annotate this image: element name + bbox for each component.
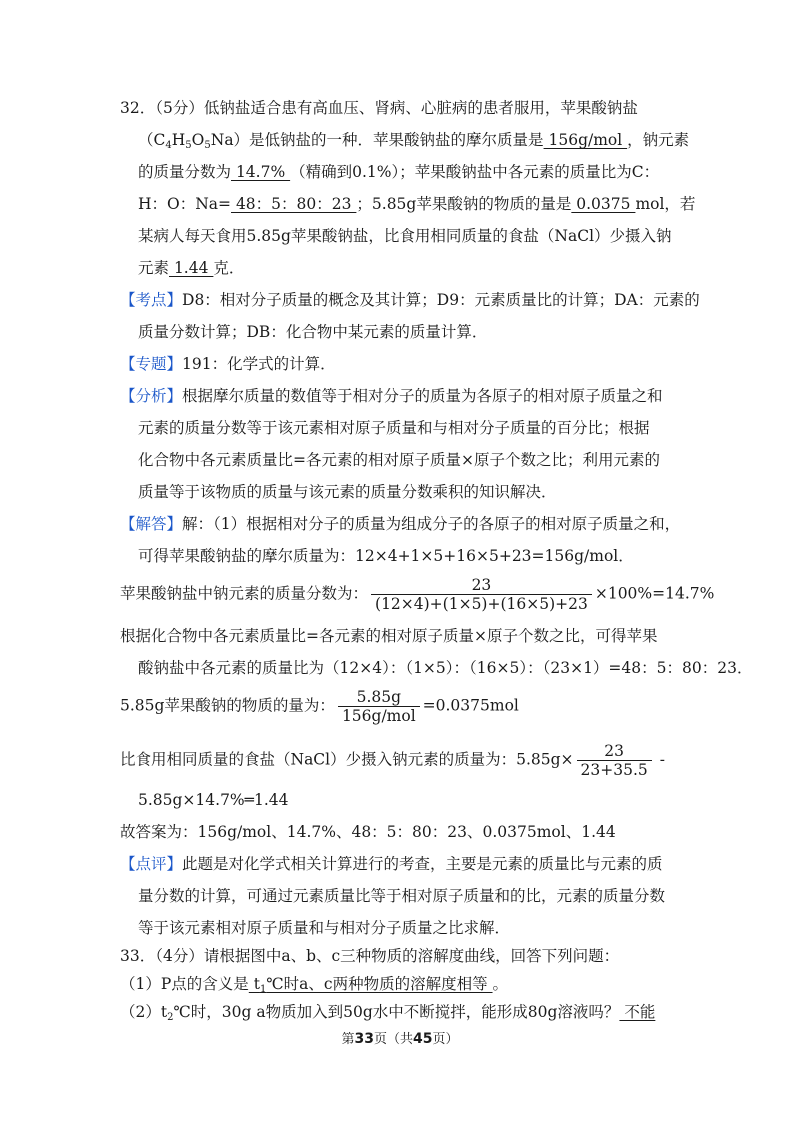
jieda-line-3: 苹果酸钠盐中钠元素的质量分数为： $\frac{23}{(12\times 4)+(1\times 5)+(16\times 5)+23}$ ×100%=14.7%	[120, 576, 715, 613]
answer-moles: 0.0375	[571, 195, 636, 213]
fenxi-line-2: 元素的质量分数等于该元素相对原子质量和与相对分子质量的百分比；根据	[138, 419, 650, 437]
kaodian-line-2: 质量分数计算；DB：化合物中某元素的质量计算．	[138, 323, 488, 341]
jieda-line-4: 根据化合物中各元素质量比=各元素的相对原子质量×原子个数之比，可得苹果	[120, 627, 658, 645]
q32-line-3: 的质量分数为 14.7% （精确到0.1%）；苹果酸钠盐中各元素的质量比为C：	[138, 163, 660, 181]
answer-molar-mass: 156g/mol	[543, 131, 628, 149]
q32-line-2: $(C_4H_5O_5Na)$是低钠盐的一种．苹果酸钠盐的摩尔质量是 156g/mol ，钠元素	[138, 131, 690, 151]
fenxi-line-1: 【分析】根据摩尔质量的数值等于相对分子的质量为各原子的相对原子质量之和	[120, 387, 663, 405]
jieda-line-1: 【解答】解：（1）根据相对分子的质量为组成分子的各原子的相对原子质量之和，	[120, 515, 681, 533]
page-total: 45	[413, 1031, 433, 1047]
answer-mass-fraction: 14.7%	[231, 163, 291, 181]
zhuanti-tag: 【专题】	[120, 355, 183, 373]
q32-line-5: 某病人每天食用5.85g苹果酸钠盐，比食用相同质量的食盐（NaCl）少摄入钠	[138, 227, 672, 245]
jieda-line-2: 可得苹果酸钠盐的摩尔质量为：12×4+1×5+16×5+23=156g/mol．	[138, 547, 634, 565]
jieda-line-9: 故答案为：156g/mol、14.7%、48：5：80：23、0.0375mol、1.44	[120, 823, 616, 841]
fraction-mass-fraction: $\frac{23}{(12\times 4)+(1\times 5)+(16\times 5)+23}$	[371, 576, 592, 613]
page-number: 33	[354, 1031, 374, 1047]
jieda-line-6: 5.85g苹果酸钠的物质的量为： $\frac{5.85g}{\text{156g/mol}}$ =0.0375mol	[120, 688, 519, 725]
kaodian-tag: 【考点】	[120, 291, 183, 309]
answer-mass-ratio: 48：5：80：23	[231, 195, 357, 213]
zhuanti-line: 【专题】191：化学式的计算．	[120, 355, 336, 373]
q33-line-1: 33．（4分）请根据图中a、b、c三种物质的溶解度曲线，回答下列问题：	[120, 947, 620, 965]
page-footer: 第33页（共45页）	[341, 1031, 459, 1047]
jieda-line-7: 比食用相同质量的食盐（NaCl）少摄入钠元素的质量为：5.85g× $\frac{23}{23+35.5}$ -	[120, 742, 665, 779]
jieda-tag: 【解答】	[120, 515, 183, 533]
q33-line-2: （1）P点的含义是 $t_1℃$时a、c两种物质的溶解度相等 。	[120, 975, 509, 995]
dianping-line-2: 量分数的计算，可通过元素质量比等于相对原子质量和的比，元素的质量分数	[138, 887, 666, 905]
answer-point-p: $t_1℃$时a、c两种物质的溶解度相等	[248, 975, 493, 995]
dianping-line-1: 【点评】此题是对化学式相关计算进行的考查，主要是元素的质量比与元素的质	[120, 855, 663, 873]
fraction-moles: $\frac{5.85g}{\text{156g/mol}}$	[338, 688, 420, 725]
kaodian-line-1: 【考点】D8：相对分子质量的概念及其计算；D9：元素质量比的计算；DA：元素的	[120, 291, 700, 309]
q33-line-3: $(2)t_2℃$时，30g a物质加入到50g水中不断搅拌，能形成80g溶液吗？ 不能	[120, 1003, 656, 1023]
fenxi-tag: 【分析】	[120, 387, 183, 405]
answer-sodium-grams: 1.44	[169, 259, 214, 277]
fenxi-line-4: 质量等于该物质的质量与该元素的质量分数乘积的知识解决．	[138, 483, 557, 501]
jieda-line-5: 酸钠盐中各元素的质量比为（12×4）：（1×5）：（16×5）：（23×1）=48：5：80：23．	[138, 659, 753, 677]
q32-line-6: 元素 1.44 克．	[138, 259, 245, 277]
q32-line-4: H：O：Na= 48：5：80：23 ；5.85g苹果酸钠的物质的量是 0.0375 mol，若	[138, 195, 696, 213]
fenxi-line-3: 化合物中各元素质量比=各元素的相对原子质量×原子个数之比；利用元素的	[138, 451, 660, 469]
dianping-tag: 【点评】	[120, 855, 183, 873]
jieda-line-8: 5.85g×14.7%═1.44	[138, 791, 289, 809]
fraction-sodium-ratio: $\frac{23}{23+35.5}$	[577, 742, 652, 779]
dianping-line-3: 等于该元素相对原子质量和与相对分子质量之比求解．	[138, 919, 511, 937]
q32-line-1: 32．（5分）低钠盐适合患有高血压、肾病、心脏病的患者服用，苹果酸钠盐	[120, 99, 638, 117]
answer-can-form-solution: 不能	[619, 1003, 656, 1021]
